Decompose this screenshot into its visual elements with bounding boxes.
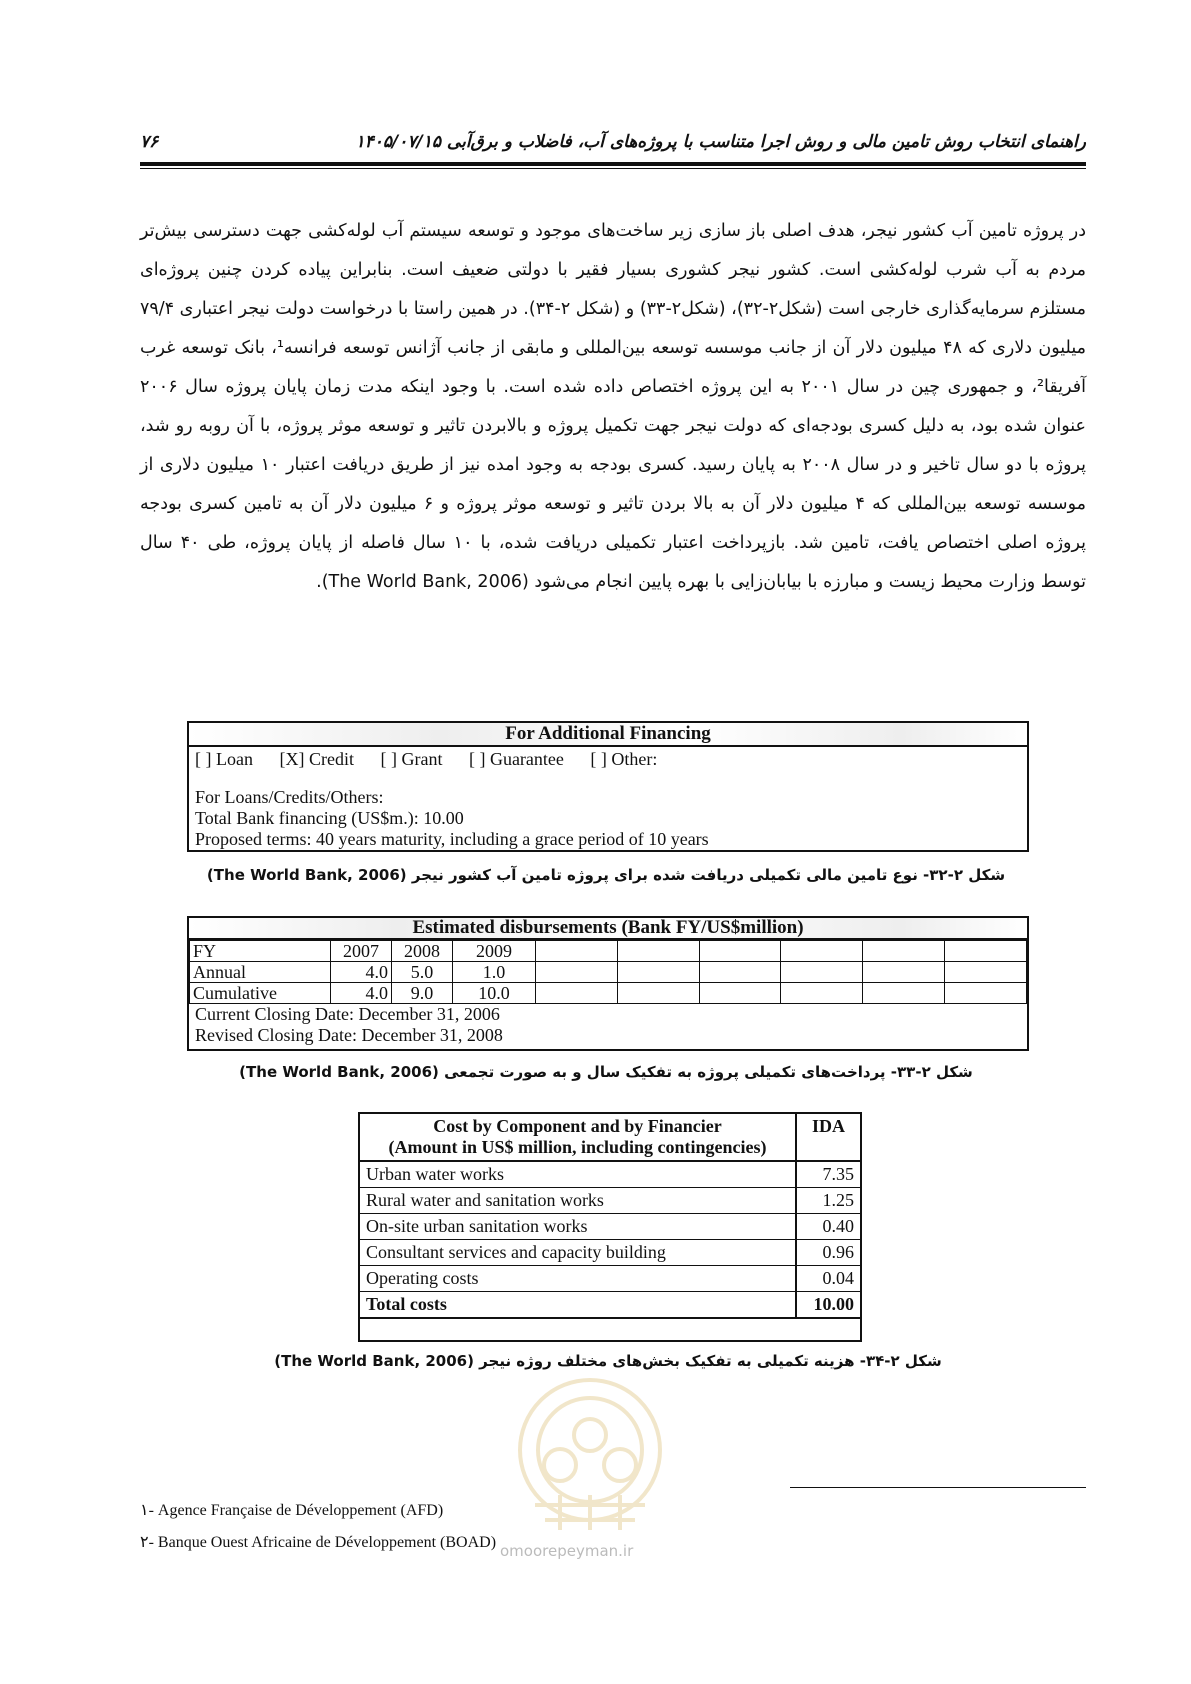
table-cell: 2009 xyxy=(453,941,536,962)
total-value: 10.00 xyxy=(796,1292,860,1319)
figure-additional-financing xyxy=(187,721,1029,852)
body-paragraph: در پروژه تامین آب کشور نیجر، هدف اصلی باز سازی زیر ساخت‌های موجود و توسعه سیستم آب لوله‌کشی جهت دسترسی بیش‌تر مردم به آب شرب لوله‌کشی است. کشور نیجر کشوری بسیار فقیر با دولتی ضعیف است. بنابراین پیاده کردن چنین پروژه‌ای مستلزم سرمایه‌گذاری خارجی است (شکل۲-۳۲)، (شکل۲-۳۳) و (شکل ۲-۳۴). در همین راستا با درخواست دولت نیجر اعتباری ۷۹/۴ میلیون دلاری که ۴۸ میلیون دلار آن از جانب موسسه توسعه بین‌المللی و مابقی از جانب آژانس توسعه فرانسه¹، بانک توسعه غرب آفریقا²، و جمهوری چین در سال ۲۰۰۱ به این پروژه اختصاص داده شده است. با وجود اینکه مدت زمان پایان پروژه سال ۲۰۰۶ عنوان شده بود، به دلیل کسری بودجه‌ای که دولت نیجر جهت تکمیل پروژه و بالابردن تاثیر و توسعه موثر پروژه، با آن روبه رو شد، پروژه با دو سال تاخیر و در سال ۲۰۰۸ به پایان رسید. کسری بودجه به وجود امده نیز از طریق دریافت اعتبار ۱۰ میلیون دلاری از موسسه توسعه بین‌المللی که ۴ میلیون دلار آن به بالا بردن تاثیر و توسعه موثر پروژه و ۶ میلیون دلار آن به تامین کسری بودجه پروژه اصلی اختصاص یافت، تامین شد. بازپرداخت اعتبار تکمیلی دریافت شده، با ۱۰ سال فاصله از پایان پروژه، طی ۴۰ سال توسط وزارت محیط زیست و مبارزه با بیابان‌زایی با بهره پایین انجام می‌شود (The World Bank, 2006). xyxy=(140,221,1086,592)
table-cell xyxy=(863,983,945,1004)
header-rule-thick xyxy=(140,162,1086,166)
table-cell xyxy=(699,962,781,983)
table-row xyxy=(190,983,1027,1004)
table-cell xyxy=(699,941,781,962)
cost-label: Rural water and sanitation works xyxy=(360,1188,796,1214)
table-row xyxy=(360,1266,860,1292)
table-cell xyxy=(617,983,699,1004)
table-cell: 9.0 xyxy=(392,983,453,1004)
financing-options xyxy=(189,747,1027,773)
figure1-line1: For Loans/Credits/Others: xyxy=(195,787,384,807)
footnote-2: ۲- Banque Ouest Africaine de Développement (BOAD) xyxy=(140,1534,497,1551)
table-cell xyxy=(536,941,618,962)
option-credit: [X] Credit xyxy=(279,749,354,769)
table-cell xyxy=(781,941,863,962)
option-loan: [ ] Loan xyxy=(195,749,253,769)
cost-label: Consultant services and capacity building xyxy=(360,1240,796,1266)
figure1-title: For Additional Financing xyxy=(189,723,1027,747)
table-cell xyxy=(781,962,863,983)
header-rule-thin xyxy=(140,168,1086,169)
running-title: راهنمای انتخاب روش تامین مالی و روش اجرا متناسب با پروژه‌های آب، فاضلاب و برق‌آبی ۱۴۰۵/۰۷/۱۵ xyxy=(355,132,1086,152)
table-cell: 2007 xyxy=(331,941,392,962)
cost-value: 0.40 xyxy=(796,1214,860,1240)
table-cell: Cumulative xyxy=(190,983,331,1004)
ida-column-header: IDA xyxy=(796,1114,860,1161)
body-text xyxy=(140,212,1086,602)
cost-value: 0.04 xyxy=(796,1266,860,1292)
cost-label: Urban water works xyxy=(360,1161,796,1188)
figure3-caption: شکل ۲-۳۴- هزینه تکمیلی به تفکیک بخش‌های مختلف روژه نیجر (The World Bank, 2006) xyxy=(274,1352,942,1370)
figure-cost-by-component xyxy=(358,1112,862,1342)
table-cell: 4.0 xyxy=(331,962,392,983)
table-row xyxy=(360,1161,860,1188)
cost-value: 1.25 xyxy=(796,1188,860,1214)
table-cell xyxy=(863,941,945,962)
table-cell xyxy=(536,983,618,1004)
revised-closing-date: Revised Closing Date: December 31, 2008 xyxy=(195,1025,503,1045)
total-row xyxy=(360,1292,860,1319)
table-cell: FY xyxy=(190,941,331,962)
disbursement-table xyxy=(189,940,1027,1004)
option-other: [ ] Other: xyxy=(590,749,658,769)
table-cell xyxy=(781,983,863,1004)
table-cell: 10.0 xyxy=(453,983,536,1004)
cost-value: 0.96 xyxy=(796,1240,860,1266)
table-row xyxy=(190,941,1027,962)
table-cell: 5.0 xyxy=(392,962,453,983)
cost-value: 7.35 xyxy=(796,1161,860,1188)
table-cell xyxy=(945,941,1027,962)
table-row xyxy=(360,1214,860,1240)
cost-header-line2: (Amount in US$ million, including contingencies) xyxy=(388,1137,767,1157)
cost-table xyxy=(360,1114,860,1319)
table-cell xyxy=(699,983,781,1004)
figure1-line3: Proposed terms: 40 years maturity, including a grace period of 10 years xyxy=(195,829,709,849)
table-cell: 1.0 xyxy=(453,962,536,983)
table-cell xyxy=(536,962,618,983)
watermark-logo-icon xyxy=(490,1355,690,1555)
total-label: Total costs xyxy=(360,1292,796,1319)
table-cell: 4.0 xyxy=(331,983,392,1004)
current-closing-date: Current Closing Date: December 31, 2006 xyxy=(195,1004,500,1024)
cost-table-header xyxy=(360,1114,796,1161)
table-header-row xyxy=(360,1114,860,1161)
table-cell xyxy=(863,962,945,983)
table-cell xyxy=(945,962,1027,983)
table-cell: Annual xyxy=(190,962,331,983)
table-row xyxy=(360,1188,860,1214)
table-row xyxy=(190,962,1027,983)
option-guarantee: [ ] Guarantee xyxy=(468,749,564,769)
figure2-caption: شکل ۲-۳۳- پرداخت‌های تکمیلی پروژه به تفکیک سال و به صورت تجمعی (The World Bank, 2006) xyxy=(239,1063,973,1081)
figure2-title: Estimated disbursements (Bank FY/US$million) xyxy=(189,918,1027,940)
table-cell: 2008 xyxy=(392,941,453,962)
cost-label: On-site urban sanitation works xyxy=(360,1214,796,1240)
footnote-rule xyxy=(790,1487,1086,1488)
cost-header-line1: Cost by Component and by Financier xyxy=(433,1116,722,1136)
footnote-1: ۱- Agence Française de Développement (AFD) xyxy=(140,1502,444,1519)
option-grant: [ ] Grant xyxy=(380,749,443,769)
table-cell xyxy=(617,962,699,983)
table-cell xyxy=(945,983,1027,1004)
watermark-url: omoorepeyman.ir xyxy=(500,1542,634,1560)
figure-estimated-disbursements xyxy=(187,916,1029,1051)
figure1-caption: شکل ۲-۳۲- نوع تامین مالی تکمیلی دریافت شده برای پروژه تامین آب کشور نیجر (The World Bank, 2006) xyxy=(206,866,1006,884)
figure1-line2: Total Bank financing (US$m.): 10.00 xyxy=(195,808,464,828)
page-number: ۷۶ xyxy=(140,132,159,152)
table-row xyxy=(360,1240,860,1266)
table-cell xyxy=(617,941,699,962)
cost-label: Operating costs xyxy=(360,1266,796,1292)
